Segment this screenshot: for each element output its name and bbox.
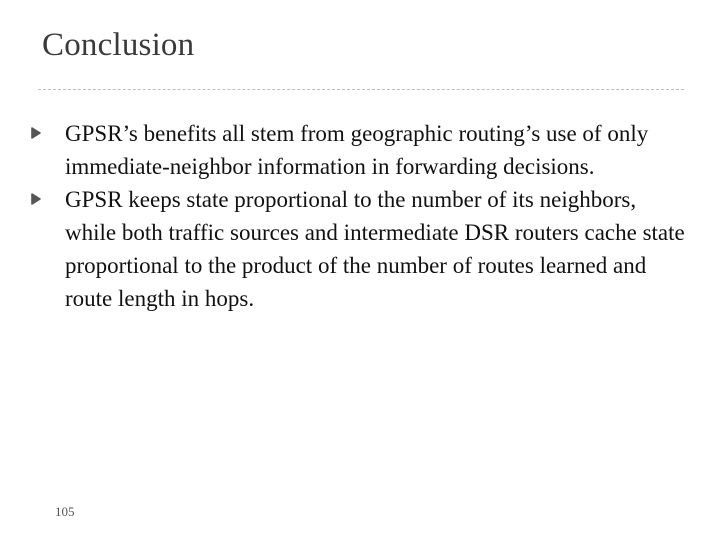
page-number: 105	[55, 504, 75, 519]
bullet-arrow-icon	[30, 127, 42, 139]
bullet-list	[30, 117, 690, 315]
title-divider	[38, 89, 684, 90]
bullet-arrow-icon	[30, 193, 42, 205]
slide-title: Conclusion	[42, 27, 195, 63]
bullet-text: GPSR keeps state proportional to the number of its neighbors, while both traffic sources and intermediate DSR routers cache state proportional to the product of the number of routes learned and route length in hops.	[65, 187, 685, 311]
bullet-text: GPSR’s benefits all stem from geographic routing’s use of only immediate-neighbor information in forwarding decisions.	[65, 121, 649, 179]
bullet-item	[30, 117, 690, 183]
bullet-item	[30, 183, 690, 315]
